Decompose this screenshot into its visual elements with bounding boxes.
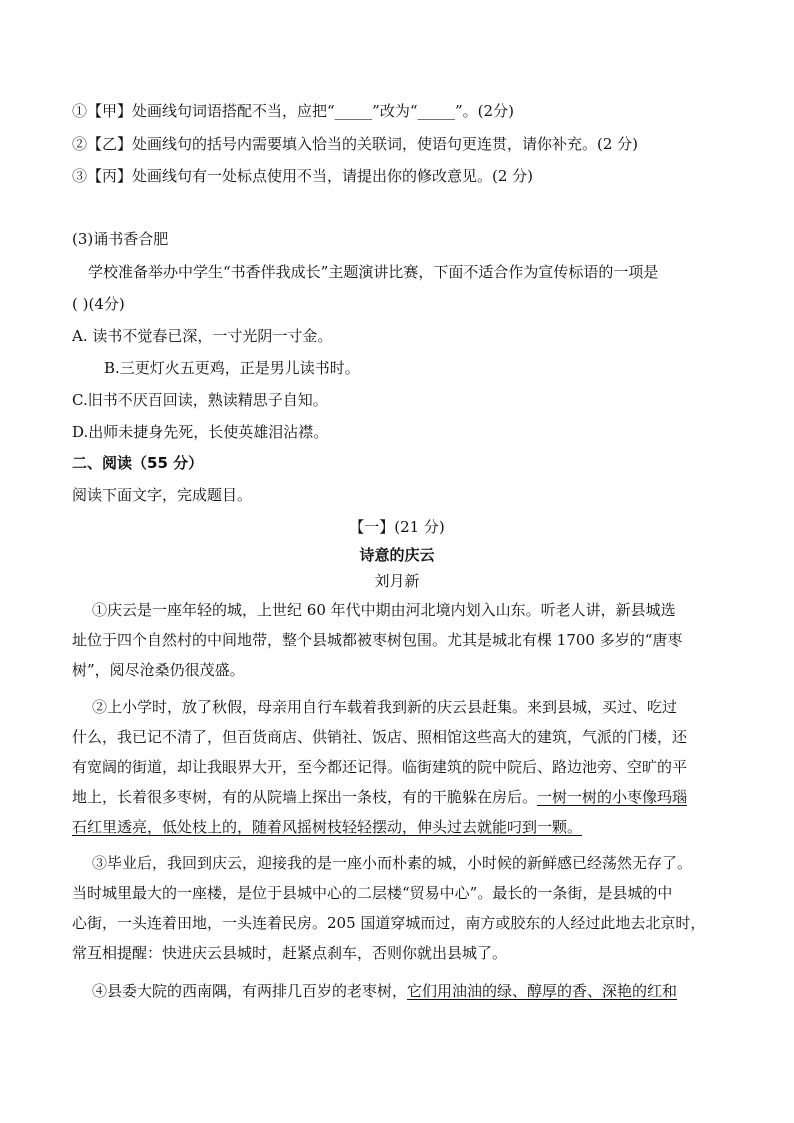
question-stem-score: ( )(4分) bbox=[72, 295, 125, 313]
part-label: 【一】(21 分) bbox=[349, 518, 445, 536]
reading-instruction: 阅读下面文字，完成题目。 bbox=[72, 486, 253, 504]
paragraph-line: 当时城里最大的一座楼，是位于县城中心的二层楼“贸易中心”。最长的一条街，是县城的中 bbox=[72, 884, 673, 902]
paragraph-line: 址位于四个自然村的中间地带，整个县城都被枣树包围。尤其是城北有棵 1700 多岁的“唐枣 bbox=[72, 631, 683, 649]
paragraph-line: ③毕业后，我回到庆云，迎接我的是一座小而朴素的城，小时候的新鲜感已经荡然无存了。 bbox=[92, 854, 693, 872]
underlined-sentence: 一树一树的小枣像玛瑙 bbox=[537, 788, 688, 806]
paragraph-line: 树”，阅尽沧桑仍很茂盛。 bbox=[72, 661, 245, 679]
paragraph-line: 什么，我已记不清了，但百货商店、供销社、饭店、照相馆这些高大的建筑，气派的门楼，还 bbox=[72, 728, 688, 746]
section-title: 二、阅读（55 分） bbox=[72, 454, 204, 472]
option-a: A. 读书不觉春已深，一寸光阴一寸金。 bbox=[72, 327, 333, 345]
option-b: B.三更灯火五更鸡，正是男儿读书时。 bbox=[104, 359, 360, 377]
section-3-heading: (3)诵书香合肥 bbox=[72, 230, 169, 248]
underlined-sentence: 石红里透亮，低处枝上的，随着风摇树枝轻轻摆动，伸头过去就能叼到一颗。 bbox=[72, 818, 583, 836]
paragraph-text: ④县委大院的西南隅，有两排几百岁的老枣树， bbox=[92, 982, 408, 1000]
paragraph-line bbox=[72, 787, 687, 807]
paragraph-line: 有宽阔的街道，却让我眼界大开，至今都还记得。临街建筑的院中院后、路边池旁、空旷的平 bbox=[72, 758, 688, 776]
paragraph-text: 地上，长着很多枣树，有的从院墙上探出一条枝，有的干脆躲在房后。 bbox=[72, 788, 538, 806]
question-stem: 学校准备举办中学生“书香伴我成长”主题演讲比赛，下面不适合作为宣传标语的一项是 bbox=[88, 263, 659, 281]
paragraph-line bbox=[92, 981, 677, 1001]
article-author: 刘月新 bbox=[374, 572, 420, 590]
underlined-sentence: 它们用油油的绿、醇厚的香、深艳的红和 bbox=[407, 982, 678, 1000]
paragraph-line: 常互相提醒：快进庆云县城时，赶紧点刹车，否则你就出县城了。 bbox=[72, 944, 508, 962]
option-d: D.出师未捷身先死，长使英雄泪沾襟。 bbox=[72, 423, 329, 441]
paragraph-line: ①庆云是一座年轻的城，上世纪 60 年代中期由河北境内划入山东。听老人讲，新县城选 bbox=[92, 601, 676, 619]
article-title: 诗意的庆云 bbox=[359, 546, 435, 564]
question-1: ①【甲】处画线句词语搭配不当，应把“_____”改为“_____”。(2分) bbox=[72, 102, 514, 120]
paragraph-line: 心街，一头连着田地，一头连着民房。205 国道穿城而过，南方或胶东的人经过此地去北京时， bbox=[72, 914, 706, 932]
paragraph-line: ②上小学时，放了秋假，母亲用自行车载着我到新的庆云县赶集。来到县城，买过、吃过 bbox=[92, 698, 678, 716]
question-3: ③【丙】处画线句有一处标点使用不当，请提出你的修改意见。(2 分) bbox=[72, 167, 534, 185]
question-2: ②【乙】处画线句的括号内需要填入恰当的关联词，使语句更连贯，请你补充。(2 分) bbox=[72, 135, 639, 153]
option-c: C.旧书不厌百回读，熟读精思子自知。 bbox=[72, 391, 328, 409]
